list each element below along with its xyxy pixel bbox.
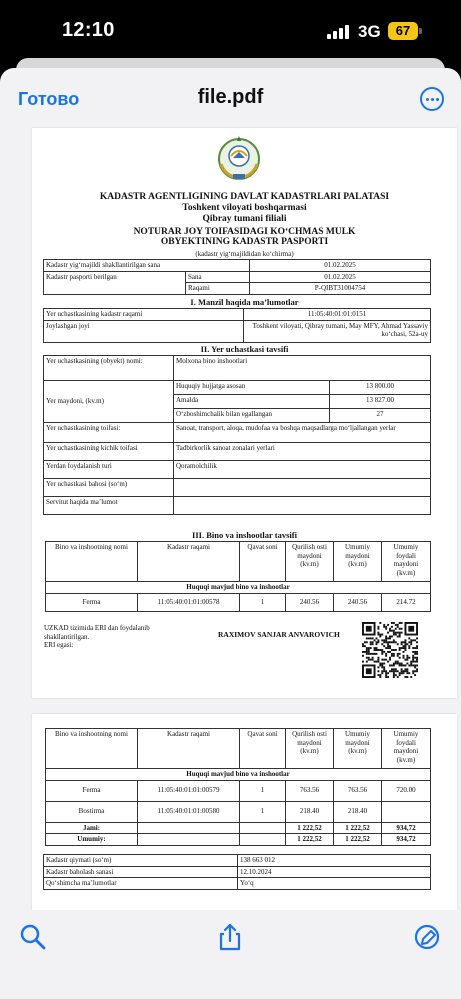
share-icon[interactable]: [215, 922, 245, 952]
table-cell: 1: [240, 593, 286, 611]
table-cell: 11:05:40:01:01:00580: [138, 801, 240, 822]
valuation-label: Qo‘shimcha ma’lumotlar: [44, 878, 238, 890]
section-3-title: III. Bino va inshootlar tavsifi: [192, 530, 297, 540]
table-cell: 11:05:40:01:01:00578: [138, 593, 240, 611]
info-label: Sana: [186, 271, 250, 283]
table-cell: 240.56: [334, 593, 382, 611]
col-header: Kadastr raqami: [138, 729, 240, 769]
pdf-viewer-sheet: [0, 68, 461, 999]
battery-tip: [419, 28, 422, 34]
valuation-value: Yo‘q: [238, 878, 431, 890]
col-header: Bino va inshootning nomi: [46, 542, 138, 582]
info-value: P-QIBT31004754: [250, 283, 431, 295]
land-value: Sanoat, transport, aloqa, mudofaa va boshqa maqsadlarga mo‘ljallangan yerlar: [174, 423, 431, 443]
doc-header-2: Toshkent viloyati boshqarmasi: [182, 203, 307, 213]
address-value: 11:05:40:01:01:0151: [244, 309, 431, 321]
col-header: Qurilish osti maydoni (kv.m): [286, 729, 334, 769]
table-cell: 218.40: [286, 801, 334, 822]
table-cell: Ferma: [46, 593, 138, 611]
col-header: Umumiy maydoni (kv.m): [334, 542, 382, 582]
nav-bar: [0, 68, 461, 128]
land-label: Yer uchastkasining kichik toifasi: [44, 443, 174, 461]
search-icon[interactable]: [18, 922, 48, 952]
empty-cell: [138, 822, 240, 834]
table-cell: Bostirma: [46, 801, 138, 822]
document-title: file.pdf: [197, 86, 264, 108]
land-label: Yer maydoni, (kv.m): [44, 381, 174, 423]
info-label: Kadastr pasporti berilgan: [44, 271, 186, 294]
pdf-page-1[interactable]: [32, 128, 457, 698]
doc-header-3: Qibray tumani filiali: [202, 214, 287, 224]
land-label: Amalda: [174, 395, 330, 409]
state-emblem-icon: [213, 134, 265, 182]
markup-icon[interactable]: [412, 922, 442, 952]
valuation-value: 12.10.2024: [238, 866, 431, 878]
more-options-icon[interactable]: [420, 87, 444, 111]
col-header: Qavat soni: [240, 542, 286, 582]
land-label: Yerdan foydalanish turi: [44, 461, 174, 479]
col-header: Kadastr raqami: [138, 542, 240, 582]
battery-icon: 67: [388, 22, 418, 40]
doc-header-5: OBYEKTINING KADASTR PASPORTI: [160, 237, 329, 247]
table-cell: Ferma: [46, 780, 138, 801]
status-bar: [0, 0, 461, 62]
info-label: Raqami: [186, 283, 250, 295]
table-cell: 763.56: [286, 780, 334, 801]
grand-total-label: Umumiy:: [46, 834, 138, 846]
address-value: Toshkent viloyati, Qibray tumani, May MFY, Ahmad Yassaviy ko‘chasi, 52a-uy: [244, 320, 431, 342]
info-label: Kadastr yig‘majildi shakllantirilgan sana: [44, 260, 250, 272]
land-table: [43, 355, 431, 515]
land-value: Tadbirkorlik sanoat zonalari yerlari: [174, 443, 431, 461]
section-1-title: I. Manzil haqida ma’lumotlar: [190, 297, 299, 307]
signer-name: RAXIMOV SANJAR ANVAROVICH: [218, 630, 340, 639]
valuation-label: Kadastr baholash sanasi: [44, 866, 238, 878]
table-subheader: Huquqi mavjud bino va inshootlar: [46, 769, 431, 781]
empty-cell: [240, 822, 286, 834]
network-type: 3G: [358, 22, 381, 41]
empty-cell: [138, 834, 240, 846]
buildings-table-1: [45, 541, 431, 612]
doc-header-4: NOTURAR JOY TOIFASIDAGI KO‘CHMAS MULK: [133, 227, 356, 237]
total-value: 1 222,52: [334, 822, 382, 834]
table-cell: 1: [240, 801, 286, 822]
col-header: Umumiy maydoni (kv.m): [334, 729, 382, 769]
info-value: 01.02.2025: [250, 271, 431, 283]
table-cell: 720.00: [382, 780, 431, 801]
table-cell: 11:05:40:01:01:00579: [138, 780, 240, 801]
doc-header-1: KADASTR AGENTLIGINING DAVLAT KADASTRLARI PALATASI: [99, 192, 390, 202]
table-cell: 240.56: [286, 593, 334, 611]
land-label: Servitut haqida ma’lumot: [44, 497, 174, 515]
address-label: Joylashgan joyi: [44, 320, 244, 342]
table-cell: 214.72: [382, 593, 431, 611]
buildings-table-2: [45, 728, 431, 846]
col-header: Qurilish osti maydoni (kv.m): [286, 542, 334, 582]
bottom-toolbar: [0, 910, 461, 999]
land-value: [174, 497, 431, 515]
address-label: Yer uchastkasining kadastr raqami: [44, 309, 244, 321]
col-header: Bino va inshootning nomi: [46, 729, 138, 769]
signature-line-2: ERI egasi:: [44, 641, 74, 649]
valuation-table: [43, 854, 431, 890]
land-value: 27: [330, 409, 431, 423]
qr-code-icon: [362, 622, 418, 678]
total-label: Jami:: [46, 822, 138, 834]
valuation-value: 138 663 012: [238, 855, 431, 867]
col-header: Umumiy foydali maydoni (kv.m): [382, 729, 431, 769]
land-label: Huquqiy hujjatga asosan: [174, 381, 330, 395]
done-button[interactable]: Готово: [18, 89, 80, 109]
signature-note: [44, 624, 194, 650]
land-value: 13 827.00: [330, 395, 431, 409]
land-label: Yer uchastkasining (obyekt) nomi:: [44, 356, 174, 381]
status-time: 12:10: [62, 19, 115, 41]
grand-total-value: 934,72: [382, 834, 431, 846]
total-value: 1 222,52: [286, 822, 334, 834]
grand-total-value: 1 222,52: [334, 834, 382, 846]
land-label: Yer uchastkasining toifasi:: [44, 423, 174, 443]
valuation-label: Kadastr qiymati (so‘m): [44, 855, 238, 867]
land-label: Yer uchastkasi bahosi (so‘m): [44, 479, 174, 497]
col-header: Qavat soni: [240, 729, 286, 769]
address-table: [43, 308, 431, 343]
table-subheader: Huquqi mavjud bino va inshootlar: [46, 582, 431, 594]
grand-total-value: 1 222,52: [286, 834, 334, 846]
empty-cell: [240, 834, 286, 846]
table-cell: 763.56: [334, 780, 382, 801]
doc-header-6: (kadastr yig‘majildidan ko‘chirma): [195, 250, 294, 258]
signature-line-1: UZKAD tizimida ERI dan foydalanib shakllantirilgan.: [44, 624, 150, 641]
table-cell: 1: [240, 780, 286, 801]
total-value: 934,72: [382, 822, 431, 834]
pdf-page-2[interactable]: [32, 714, 457, 910]
info-value: 01.02.2025: [250, 260, 431, 272]
table-cell: [382, 801, 431, 822]
col-header: Umumiy foydali maydoni (kv.m): [382, 542, 431, 582]
table-cell: 218.40: [334, 801, 382, 822]
signal-icon: [327, 25, 351, 39]
section-2-title: II. Yer uchastkasi tavsifi: [200, 344, 289, 354]
land-label: O‘zboshimchalik bilan egallangan: [174, 409, 330, 423]
land-value: Qoramolchilik: [174, 461, 431, 479]
passport-info-table: [43, 259, 431, 295]
land-value: [174, 479, 431, 497]
land-value: Molxona bino inshootlari: [174, 356, 431, 381]
land-value: 13 800.00: [330, 381, 431, 395]
